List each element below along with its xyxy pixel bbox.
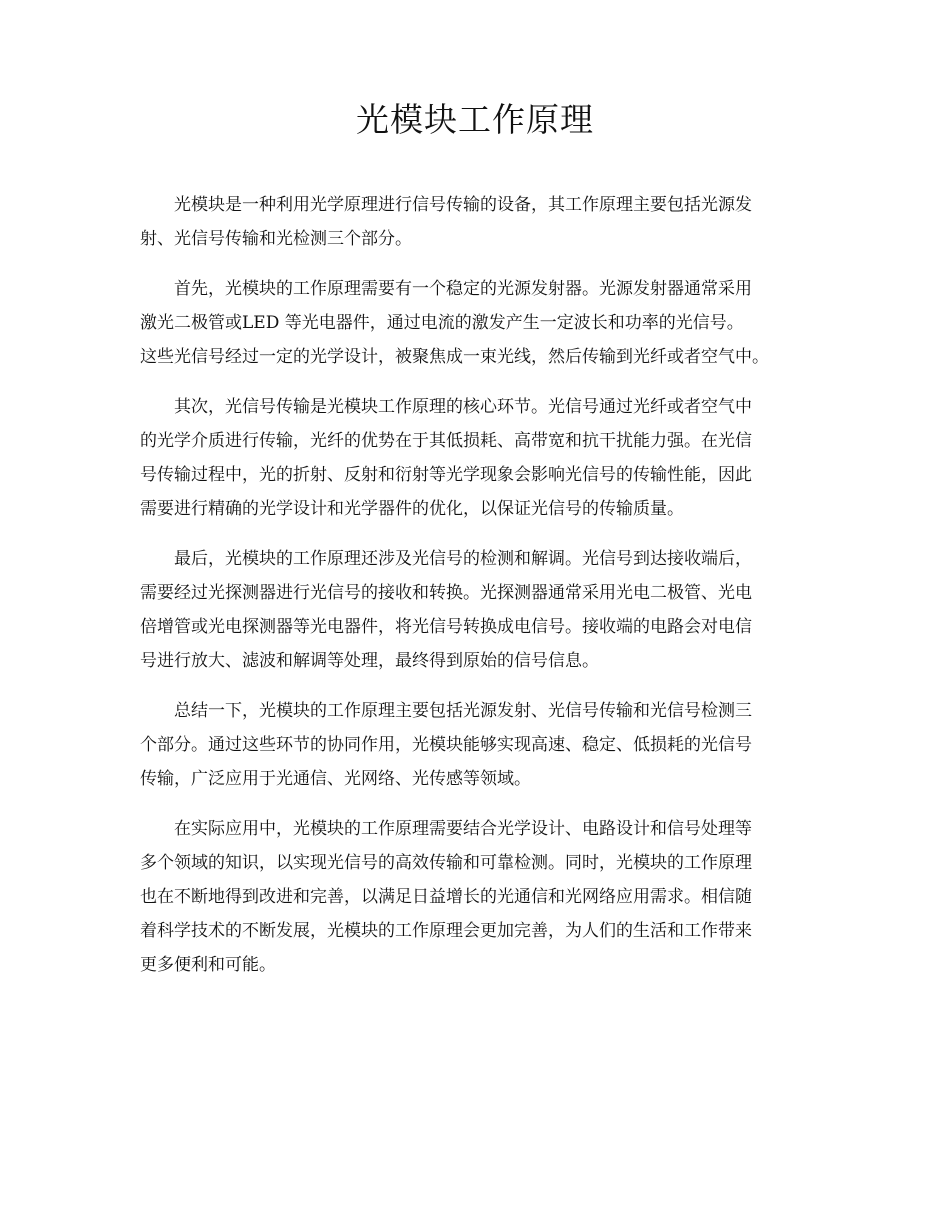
- paragraph-line: 号传输过程中，光的折射、反射和衍射等光学现象会影响光信号的传输性能，因此: [140, 465, 752, 485]
- paragraph-line: 的光学介质进行传输，光纤的优势在于其低损耗、高带宽和抗干扰能力强。在光信: [140, 431, 752, 451]
- paragraph-6: [140, 812, 816, 982]
- paragraph-line: 光模块是一种利用光学原理进行信号传输的设备，其工作原理主要包括光源发: [174, 195, 752, 215]
- paragraph-4: [140, 542, 816, 678]
- paragraph-line: 激光二极管或LED 等光电器件，通过电流的激发产生一定波长和功率的光信号。: [140, 313, 744, 333]
- paragraph-1: [140, 188, 816, 256]
- paragraph-line: 传输，广泛应用于光通信、光网络、光传感等领域。: [140, 769, 531, 789]
- paragraph-line: 着科学技术的不断发展，光模块的工作原理会更加完善，为人们的生活和工作带来: [140, 921, 752, 941]
- paragraph-5: [140, 694, 816, 796]
- paragraph-line: 首先，光模块的工作原理需要有一个稳定的光源发射器。光源发射器通常采用: [174, 279, 752, 299]
- paragraph-line: 更多便利和可能。: [140, 955, 276, 975]
- paragraph-line: 号进行放大、滤波和解调等处理，最终得到原始的信号信息。: [140, 651, 599, 671]
- paragraph-line: 多个领域的知识，以实现光信号的高效传输和可靠检测。同时，光模块的工作原理: [140, 853, 752, 873]
- paragraph-2: [140, 272, 816, 374]
- paragraph-line: 最后，光模块的工作原理还涉及光信号的检测和解调。光信号到达接收端后，: [174, 549, 752, 569]
- paragraph-line: 在实际应用中，光模块的工作原理需要结合光学设计、电路设计和信号处理等: [174, 819, 752, 839]
- paragraph-line: 需要经过光探测器进行光信号的接收和转换。光探测器通常采用光电二极管、光电: [140, 583, 752, 603]
- paragraph-line: 射、光信号传输和光检测三个部分。: [140, 229, 412, 249]
- document-title: 光模块工作原理: [356, 100, 594, 139]
- document-body: [140, 188, 816, 998]
- paragraph-line: 其次，光信号传输是光模块工作原理的核心环节。光信号通过光纤或者空气中: [174, 397, 752, 417]
- paragraph-line: 倍增管或光电探测器等光电器件，将光信号转换成电信号。接收端的电路会对电信: [140, 617, 752, 637]
- paragraph-line: 这些光信号经过一定的光学设计，被聚焦成一束光线，然后传输到光纤或者空气中。: [140, 347, 769, 367]
- paragraph-line: 总结一下，光模块的工作原理主要包括光源发射、光信号传输和光信号检测三: [174, 701, 752, 721]
- paragraph-line: 也在不断地得到改进和完善，以满足日益增长的光通信和光网络应用需求。相信随: [140, 887, 752, 907]
- paragraph-3: [140, 390, 816, 526]
- paragraph-line: 个部分。通过这些环节的协同作用，光模块能够实现高速、稳定、低损耗的光信号: [140, 735, 752, 755]
- paragraph-line: 需要进行精确的光学设计和光学器件的优化，以保证光信号的传输质量。: [140, 499, 684, 519]
